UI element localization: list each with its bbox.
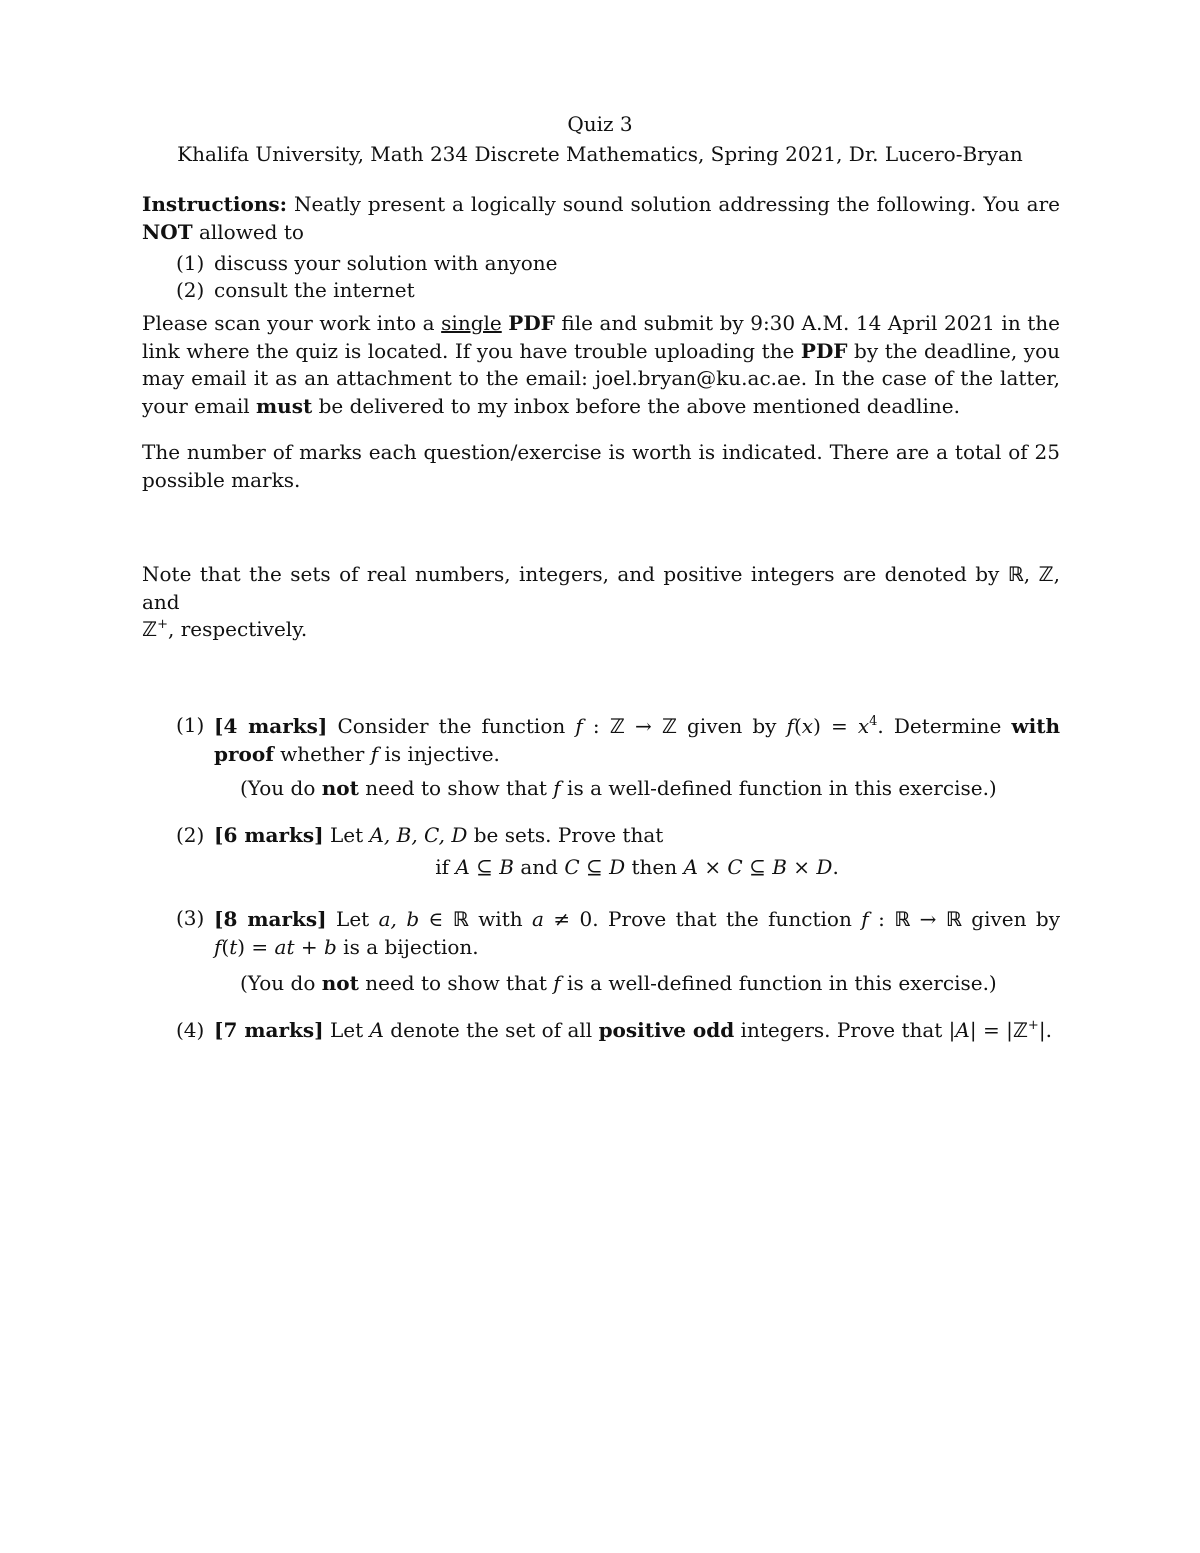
page-title: Quiz 3 bbox=[567, 112, 633, 136]
rule-2-text: consult the internet bbox=[214, 278, 415, 302]
question-2-marks: [6 marks] bbox=[214, 823, 324, 847]
question-3-line-1: [8 marks] Let a, b ∈ ℝ with a ≠ 0. Prove that the function f : ℝ → ℝ given by bbox=[214, 907, 1060, 931]
question-4-text: [7 marks] Let A denote the set of all positive odd integers. Prove that |A| = |ℤ+|. bbox=[214, 1018, 1052, 1042]
reals-symbol: ℝ bbox=[1007, 562, 1024, 586]
marks-note-line-1: The number of marks each question/exercise is worth is indicated. There are a total of 25 bbox=[142, 440, 1060, 464]
instructions-line-1: Instructions: Neatly present a logically sound solution addressing the following. You are bbox=[142, 192, 1060, 216]
rule-2-number: (2) bbox=[176, 278, 205, 302]
marks-note-paragraph bbox=[142, 439, 1060, 494]
positive-integers-symbol: ℤ bbox=[142, 617, 158, 641]
question-2-number: (2) bbox=[176, 823, 205, 847]
question-4-number: (4) bbox=[176, 1018, 205, 1042]
not-emphasis: NOT bbox=[142, 219, 193, 244]
instructions-label: Instructions: bbox=[142, 192, 288, 216]
sets-note-line-1: Note that the sets of real numbers, integers, and positive integers are denoted by ℝ, ℤ, and bbox=[142, 562, 1060, 614]
instructions-paragraph bbox=[142, 191, 1060, 246]
question-3-text bbox=[214, 906, 1060, 961]
page-subtitle: Khalifa University, Math 234 Discrete Mathematics, Spring 2021, Dr. Lucero-Bryan bbox=[177, 142, 1023, 166]
rule-1-text: discuss your solution with anyone bbox=[214, 251, 558, 275]
submission-line-3: may email it as an attachment to the email: joel.bryan@ku.ac.ae. In the case of the latter, bbox=[142, 366, 1060, 390]
marks-note-line-2: possible marks. bbox=[142, 467, 301, 492]
submission-line-4: your email must be delivered to my inbox before the above mentioned deadline. bbox=[142, 393, 960, 418]
instructions-line-2: NOT allowed to bbox=[142, 219, 304, 244]
submission-line-1: Please scan your work into a single PDF file and submit by 9:30 A.M. 14 April 2021 in the bbox=[142, 311, 1061, 335]
integers-symbol: ℤ bbox=[1038, 562, 1054, 586]
submission-line-2: link where the quiz is located. If you have trouble uploading the PDF by the deadline, you bbox=[142, 338, 1060, 363]
rule-1-number: (1) bbox=[176, 251, 205, 275]
question-1-marks: [4 marks] bbox=[214, 714, 328, 738]
must-emphasis: must bbox=[256, 393, 313, 418]
question-3-marks: [8 marks] bbox=[214, 907, 327, 931]
question-3-note: (You do not need to show that f is a well-defined function in this exercise.) bbox=[240, 971, 997, 995]
question-3-number: (3) bbox=[176, 906, 205, 930]
sets-note-paragraph bbox=[142, 561, 1060, 644]
question-4-marks: [7 marks] bbox=[214, 1018, 324, 1042]
question-2-text: [6 marks] Let A, B, C, D be sets. Prove that bbox=[214, 823, 664, 847]
question-1-text bbox=[214, 713, 1060, 768]
question-2-claim: if A ⊆ B and C ⊆ D then A × C ⊆ B × D. bbox=[435, 855, 839, 879]
question-3-line-2: f(t) = at + b is a bijection. bbox=[214, 934, 479, 959]
single-underlined: single bbox=[441, 311, 502, 335]
question-1-number: (1) bbox=[176, 713, 205, 737]
question-1-line-1: [4 marks] Consider the function f : ℤ → ℤ given by $f(x) = x^4$. Determine with bbox=[214, 714, 1060, 738]
question-1-line-2: proof whether f is injective. bbox=[214, 741, 500, 766]
submission-paragraph bbox=[142, 310, 1060, 420]
sets-note-line-2: ℤ+, respectively. bbox=[142, 617, 308, 641]
question-1-note: (You do not need to show that f is a well-defined function in this exercise.) bbox=[240, 776, 997, 800]
